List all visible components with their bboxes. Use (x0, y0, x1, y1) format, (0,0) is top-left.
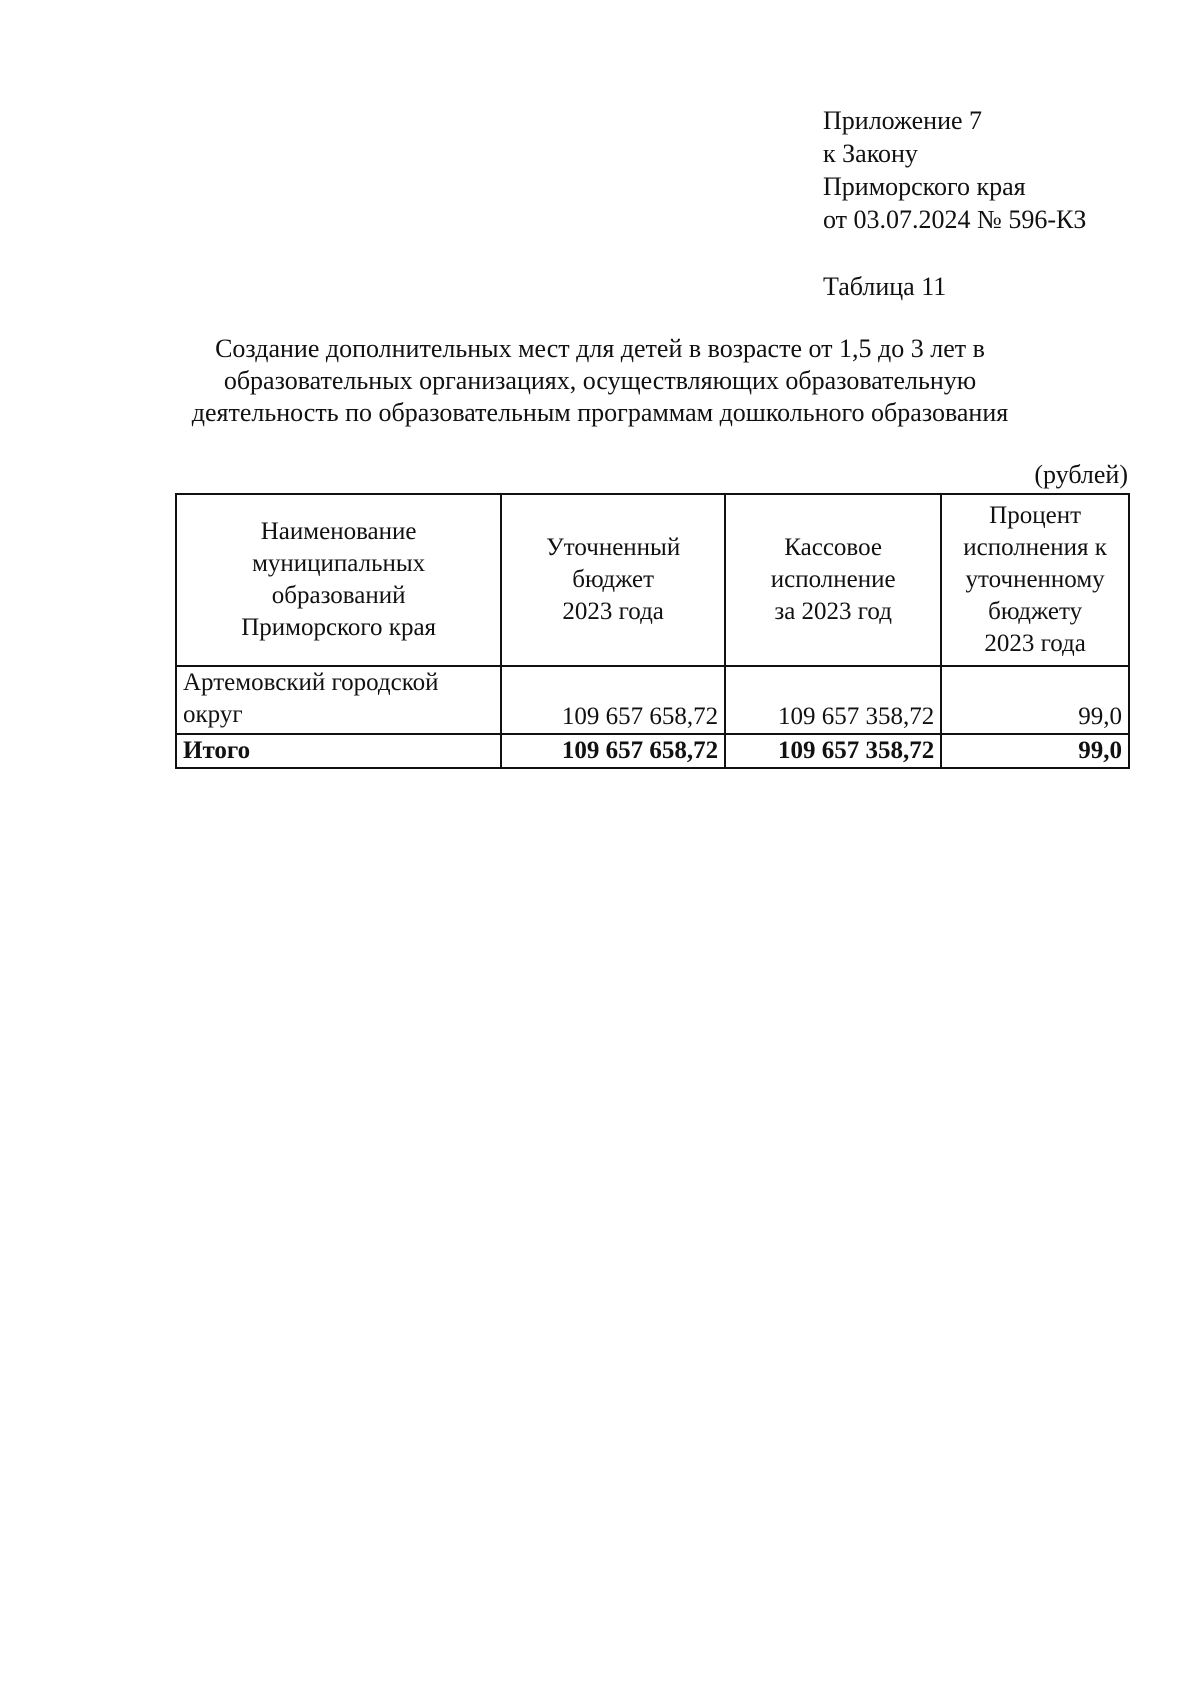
header-line: бюджет (572, 566, 655, 593)
header-line: Кассовое (784, 534, 882, 561)
title-line: образовательных организациях, осуществляющих образовательную (223, 366, 977, 395)
header-budget (501, 494, 725, 666)
header-line: за 2023 год (774, 598, 892, 625)
appendix-reference (823, 104, 1086, 236)
title-line: Создание дополнительных мест для детей в возрасте от 1,5 до 3 лет в (215, 334, 985, 363)
budget-table (175, 493, 1130, 769)
units-label: (рублей) (1034, 460, 1128, 489)
header-line: исполнения к (963, 534, 1107, 561)
header-municipality (176, 494, 501, 666)
total-label: Итого (176, 734, 501, 768)
table-header-row (176, 494, 1129, 666)
header-line: бюджету (988, 598, 1083, 625)
appendix-line: Приложение 7 (823, 106, 983, 135)
header-execution (725, 494, 941, 666)
appendix-line: от 03.07.2024 № 596-КЗ (823, 205, 1087, 234)
total-percent: 99,0 (941, 734, 1129, 768)
header-percent (941, 494, 1129, 666)
total-execution: 109 657 358,72 (725, 734, 941, 768)
header-line: 2023 года (562, 598, 664, 625)
header-line: Процент (989, 502, 1082, 529)
table-number: Таблица 11 (823, 272, 947, 301)
appendix-line: Приморского края (823, 172, 1026, 201)
municipality-name: Артемовский городской округ (176, 666, 501, 734)
total-budget: 109 657 658,72 (501, 734, 725, 768)
budget-value: 109 657 658,72 (501, 666, 725, 734)
appendix-line: к Закону (823, 139, 918, 168)
header-line: уточненному (965, 566, 1105, 593)
execution-value: 109 657 358,72 (725, 666, 941, 734)
header-line: Приморского края (241, 614, 437, 641)
document-title (150, 333, 1050, 429)
header-line: Уточненный (546, 534, 681, 561)
header-line: 2023 года (984, 630, 1086, 657)
header-line: исполнение (770, 566, 896, 593)
header-line: Наименование (260, 518, 417, 545)
total-row (176, 734, 1129, 768)
percent-value: 99,0 (941, 666, 1129, 734)
title-line: деятельность по образовательным программам дошкольного образования (191, 398, 1009, 427)
header-line: муниципальных (252, 550, 426, 577)
table-row (176, 666, 1129, 734)
header-line: образований (271, 582, 406, 609)
